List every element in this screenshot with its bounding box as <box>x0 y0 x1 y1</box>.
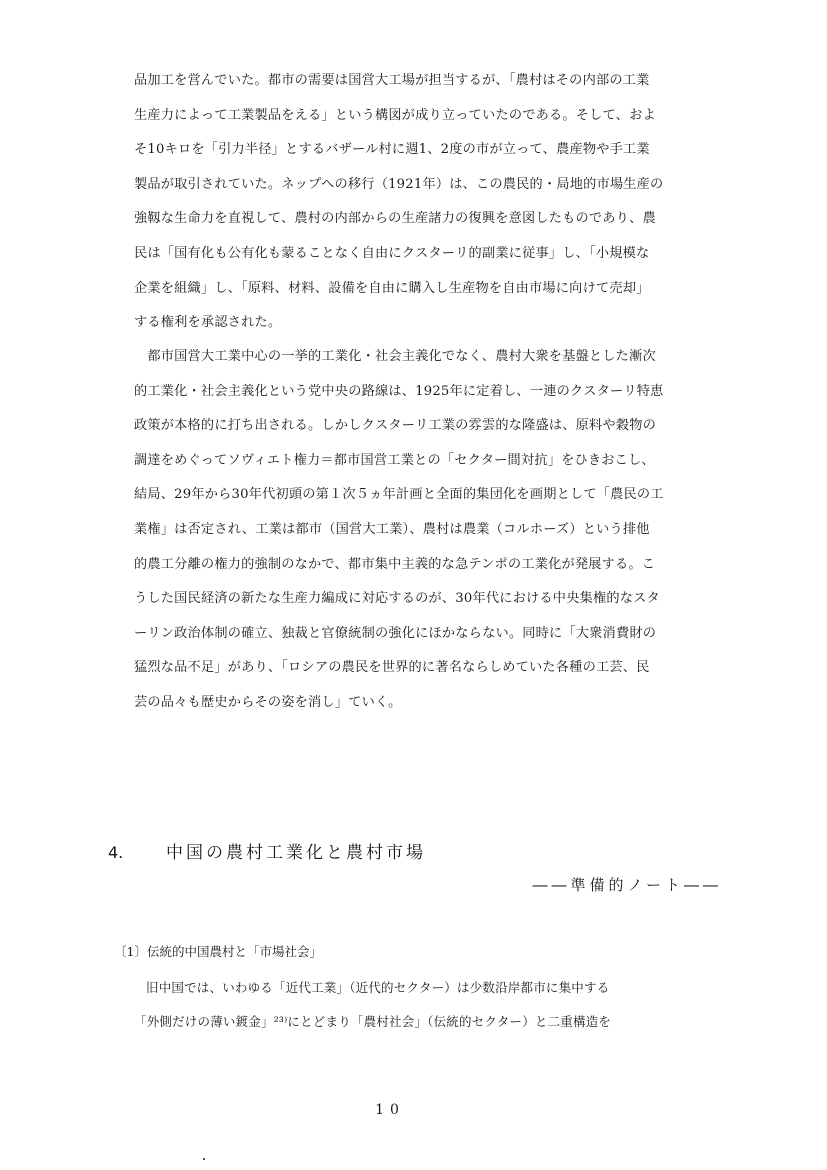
text-line: ーリン政治体制の確立、独裁と官僚統制の強化にほかならない。同時に「大衆消費財の <box>134 625 657 641</box>
text-line: 品加工を営んでいた。都市の需要は国営大工場が担当するが、「農村はその内部の工業 <box>134 73 650 88</box>
text-line: 製品が取引されていた。ネップへの移行（1921年）は、この農民的・局地的市場生産の <box>134 176 664 192</box>
text-line: 業権」は否定され、工業は都市（国営大工業）、農村は農業（コルホーズ）という排他 <box>134 521 650 537</box>
text-line: 強靱な生命力を直視して、農村の内部からの生産諸力の復興を意図したものであり、農 <box>134 211 656 227</box>
text-line: 都市国営大工業中心の一挙的工業化・社会主義化でなく、農村大衆を基盤とした漸次 <box>134 349 656 364</box>
text-line: 企業を組織」し、「原料、材料、設備を自由に購入し生産物を自由市場に向けて売却」 <box>134 280 650 296</box>
text-line: 的工業化・社会主義化という党中央の路線は、1925年に定着し、一連のクスターリ特恵 <box>134 383 664 399</box>
text-line: 的農工分離の権力的強制のなかで、都市集中主義的な急テンポの工業化が発展する。こ <box>134 556 656 572</box>
text-line: そ10キロを「引力半径」とするバザール村に週1、2度の市が立って、農産物や手工業 <box>134 142 650 158</box>
text-line: 民は「国有化も公有化も蒙ることなく自由にクスターリ的副業に従事」し、「小規模な <box>134 245 650 261</box>
paragraph-2 <box>134 340 718 721</box>
subsection-heading: 〔1〕伝統的中国農村と「市場社会」 <box>114 944 322 959</box>
section-number: 4. <box>108 843 124 862</box>
text-line: 生産力によって工業製品をえる」という構図が成り立っていたのである。そして、およ <box>134 107 656 123</box>
page-number: 10 <box>375 1102 405 1118</box>
text-line: 「外側だけの薄い鍍金」²³⁾にとどまり「農村社会」（伝統的セクター）と二重構造を <box>134 1014 612 1029</box>
section-heading <box>108 838 728 868</box>
section-title: 中国の農村工業化と農村市場 <box>166 843 426 863</box>
text-line: 旧中国では、いわゆる「近代工業」（近代的セクター）は少数沿岸都市に集中する <box>146 980 610 995</box>
scan-speck <box>203 1158 205 1160</box>
text-line: する権利を承認された。 <box>134 315 282 331</box>
text-line: 政策が本格的に打ち出される。しかしクスターリ工業の雰雲的な隆盛は、原料や穀物の <box>134 418 656 434</box>
text-line: 芸の品々も歴史からその姿を消し」ていく。 <box>134 694 402 710</box>
text-line: 結局、29年から30年代初頭の第１次５ヵ年計画と全面的集団化を画期として「農民の工 <box>134 487 664 503</box>
text-line: うした国民経済の新たな生産力編成に対応するのが、30年代における中央集権的なスタ <box>134 591 660 607</box>
paragraph-1 <box>134 64 718 341</box>
paragraph-3 <box>134 971 724 1039</box>
text-line: 調達をめぐってソヴィエト権力＝都市国営工業との「セクター間対抗」をひきおこし、 <box>134 452 655 468</box>
section-subtitle: ――準備的ノート―― <box>532 876 722 894</box>
text-line: 猛烈な品不足」があり、「ロシアの農民を世界的に著名ならしめていた各種の工芸、民 <box>134 660 650 676</box>
